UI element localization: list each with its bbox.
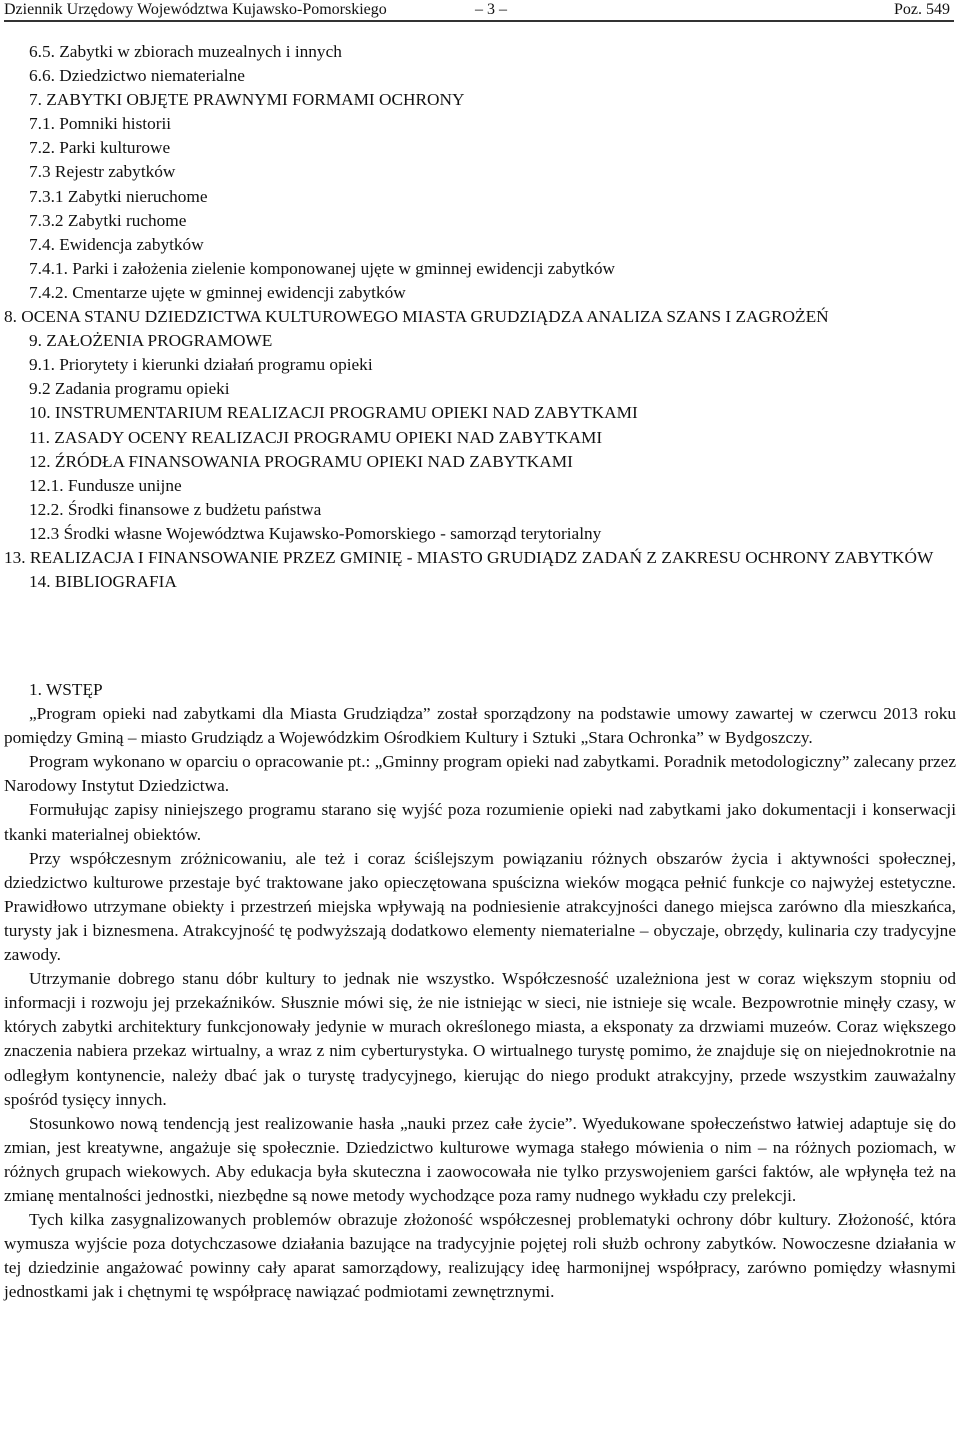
toc-item: 12.2. Środki finansowe z budżetu państwa (29, 499, 322, 519)
toc-item: 7.3.2 Zabytki ruchome (29, 210, 187, 230)
toc-item: 9.1. Priorytety i kierunki działań programu opieki (29, 355, 373, 375)
page-header (4, 0, 954, 22)
position-number: Poz. 549 (894, 1, 950, 18)
toc-item: 7.1. Pomniki historii (29, 114, 172, 134)
toc-item: 10. INSTRUMENTARIUM REALIZACJI PROGRAMU OPIEKI NAD ZABYTKAMI (29, 403, 638, 423)
journal-title: Dziennik Urzędowy Województwa Kujawsko-Pomorskiego (4, 1, 387, 18)
toc-item: 7.4.1. Parki i założenia zielenie komponowanej ujęte w gminnej ewidencji zabytków (29, 258, 615, 278)
paragraph: „Program opieki nad zabytkami dla Miasta Grudziądza” został sporządzony na podstawie umowy zawartej w czerwcu 2013 roku pomiędzy Gminą – miasto Grudziądz a Wojewódzkim Ośrodkiem Kultury i Sztuki „Stara Ochronka” w Bydgoszczy. (4, 704, 956, 748)
paragraph: Program wykonano w oparciu o opracowanie pt.: „Gminny program opieki nad zabytkami. Poradnik metodologiczny” zalecany przez Narodowy Instytut Dziedzictwa. (4, 752, 956, 796)
page-number: – 3 – (475, 1, 507, 18)
paragraph: Przy współczesnym zróżnicowaniu, ale też i coraz ściślejszym powiązaniu różnych obszarów życia i aktywności społecznej, dziedzictwo kulturowe przestaje być traktowane jako opieczętowana spuścizna wieków mogąca pełnić funkcje co najwyżej estetyczne. Prawidłowo utrzymane obiekty i przestrzeń miejska wpływają na podniesienie atrakcyjności danego miejsca zarówno dla mieszkańca, turysty jak i biznesmena. Atrakcyjność tę podwyższają dodatkowo elementy niematerialne – obyczaje, obrzędy, kulinaria czy tradycyjne zawody. (4, 848, 956, 965)
paragraph: Tych kilka zasygnalizowanych problemów obrazuje złożoność współczesnej problematyki ochrony dóbr kultury. Złożoność, która wymusza wyjście poza dotychczasowe działania bazujące na tradycyjnie pojętej roli służb ochrony zabytków. Nowoczesne działania w tej dziedzinie angażować powinny cały aparat samorządowy, realizujący ideę harmonijnej współpracy, zarówno pomiędzy własnymi jednostkami jak i chętnymi tę współpracę nawiązać podmiotami zewnętrznymi. (4, 1210, 956, 1302)
toc-item: 7.4. Ewidencja zabytków (29, 234, 204, 254)
paragraph: Stosunkowo nową tendencją jest realizowanie hasła „nauki przez całe życie”. Wyedukowane społeczeństwo łatwiej adaptuje się do zmian, jest kreatywne, angażuje się społecznie. Dziedzictwo kulturowe wymaga stałego mówienia o nim – na różnych poziomach, w różnych grupach wiekowych. Aby edukacja była skuteczna i zaowocowała nie tylko przyswojeniem garści faktów, ale wpłynęła też na zmianę mentalności jednostki, niezbędne są nowe metody wychodzące poza ramy nudnego wykładu czy prelekcji. (4, 1113, 956, 1205)
toc-item: 9.2 Zadania programu opieki (29, 379, 230, 399)
toc-item: 12.1. Fundusze unijne (29, 475, 182, 495)
toc-item: 7. ZABYTKI OBJĘTE PRAWNYMI FORMAMI OCHRONY (29, 90, 465, 110)
introduction-section (4, 678, 956, 1304)
toc-item: 14. BIBLIOGRAFIA (29, 572, 177, 592)
paragraph: Utrzymanie dobrego stanu dóbr kultury to jednak nie wszystko. Współczesność uzależniona jest w coraz większym stopniu od informacji i rozwoju jej przekaźników. Słusznie mówi się, że nie istniejąc w sieci, nie istnieje się wcale. Bezpowrotnie minęły czasy, w których zabytki architektury funkcjonowały jedynie w murach określonego miasta, a eksponaty za drzwiami muzeów. Coraz większego znaczenia nabiera przekaz wirtualny, a wraz z nim cyberturystyka. O wirtualnego turystę pomimo, że znajduje się on niejednokrotnie na odległym kontynencie, należy dbać jak o turystę tradycyjnego, kierując do niego produkt atrakcyjny, przede wszystkim zauważalny spośród tysięcy innych. (4, 969, 956, 1109)
table-of-contents (4, 40, 956, 594)
toc-item: 9. ZAŁOŻENIA PROGRAMOWE (29, 331, 273, 351)
toc-item: 7.3.1 Zabytki nieruchome (29, 186, 208, 206)
toc-item: 7.3 Rejestr zabytków (29, 162, 176, 182)
toc-item: 7.2. Parki kulturowe (29, 138, 171, 158)
section-title: 1. WSTĘP (29, 680, 103, 699)
toc-item: 6.5. Zabytki w zbiorach muzealnych i innych (29, 42, 342, 61)
toc-item: 6.6. Dziedzictwo niematerialne (29, 66, 245, 86)
toc-item: 13. REALIZACJA I FINANSOWANIE PRZEZ GMINIĘ - MIASTO GRUDIĄDZ ZADAŃ Z ZAKRESU OCHRONY ZABYTKÓW (4, 547, 934, 567)
toc-item: 7.4.2. Cmentarze ujęte w gminnej ewidencji zabytków (29, 282, 406, 302)
toc-item: 12.3 Środki własne Województwa Kujawsko-Pomorskiego - samorząd terytorialny (29, 523, 602, 543)
toc-item: 8. OCENA STANU DZIEDZICTWA KULTUROWEGO MIASTA GRUDZIĄDZA ANALIZA SZANS I ZAGROŻEŃ (4, 307, 829, 327)
toc-item: 11. ZASADY OCENY REALIZACJI PROGRAMU OPIEKI NAD ZABYTKAMI (29, 427, 603, 447)
toc-item: 12. ŹRÓDŁA FINANSOWANIA PROGRAMU OPIEKI NAD ZABYTKAMI (29, 451, 573, 471)
paragraph: Formułując zapisy niniejszego programu starano się wyjść poza rozumienie opieki nad zabytkami jako dokumentacji i konserwacji tkanki materialnej obiektów. (4, 800, 956, 844)
